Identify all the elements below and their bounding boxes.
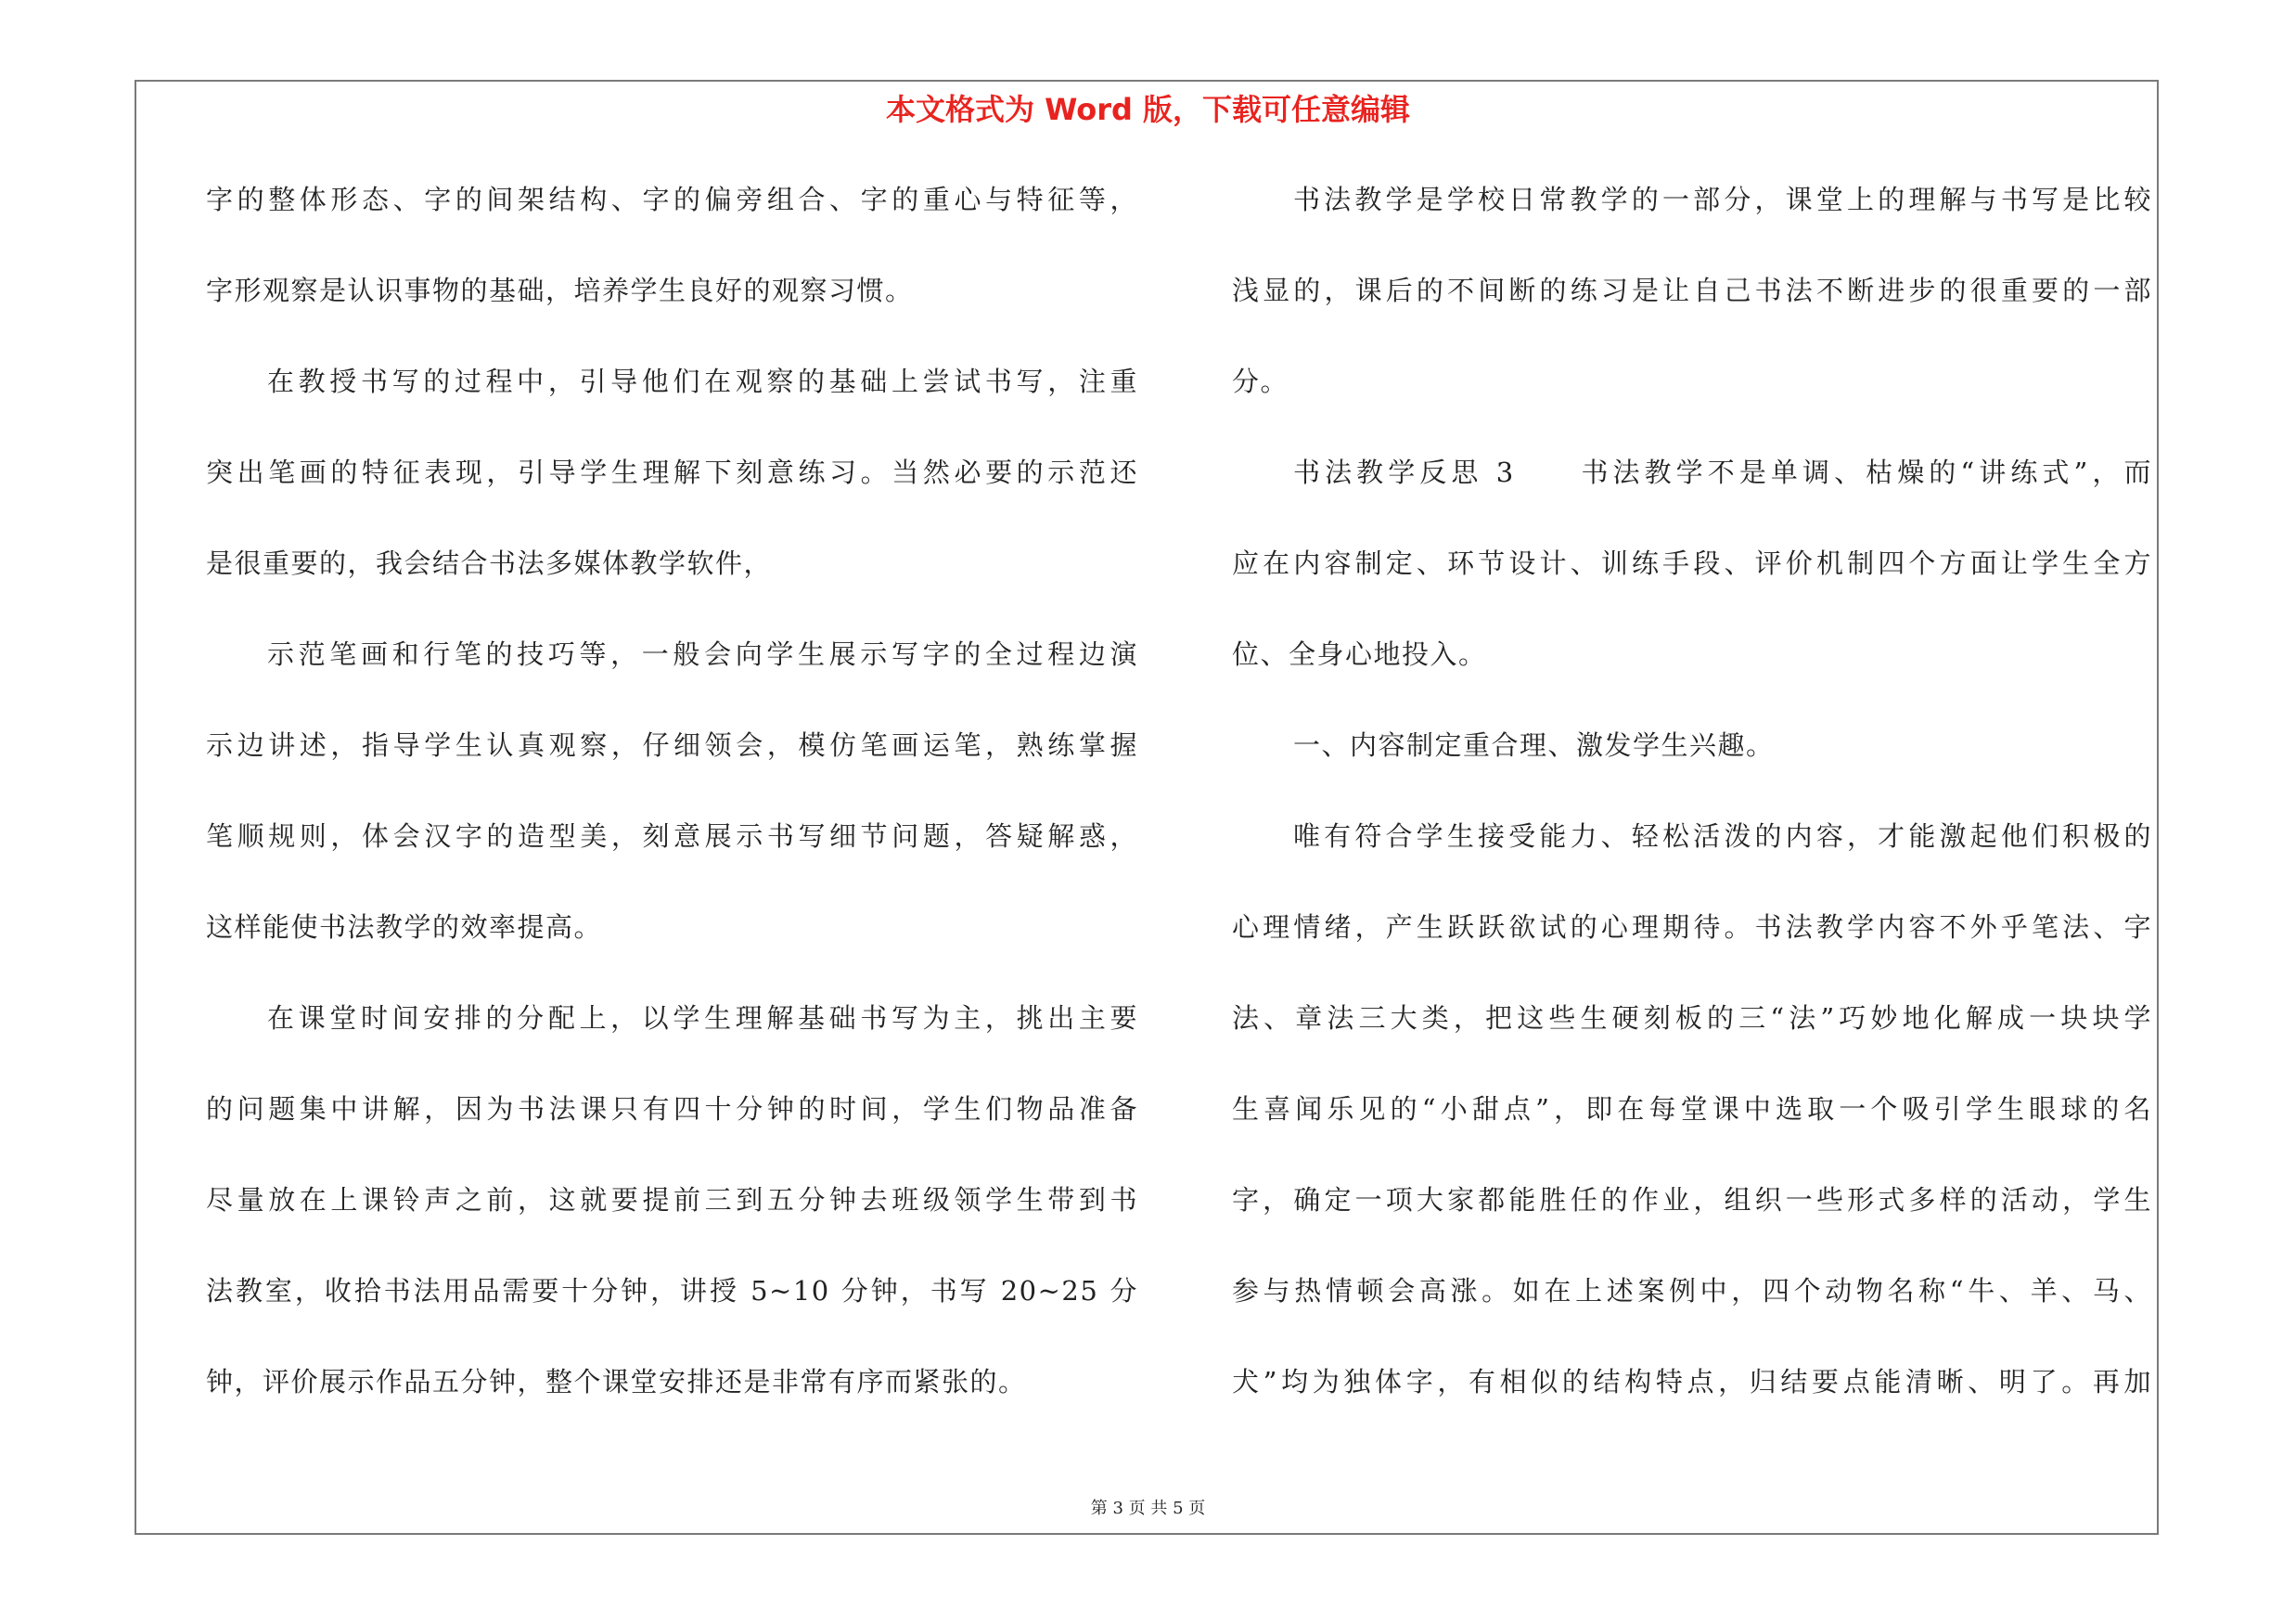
text-line: 尽量放在上课铃声之前，这就要提前三到五分钟去班级领学生带到书 bbox=[206, 1184, 1138, 1216]
text-line: 唯有符合学生接受能力、轻松活泼的内容，才能激起他们积极的 bbox=[1293, 820, 2152, 852]
text-line: 应在内容制定、环节设计、训练手段、评价机制四个方面让学生全方 bbox=[1232, 547, 2152, 579]
text-line: 是很重要的，我会结合书法多媒体教学软件， bbox=[206, 547, 773, 579]
text-line: 这样能使书法教学的效率提高。 bbox=[206, 911, 603, 943]
text-line: 的问题集中讲解，因为书法课只有四十分钟的时间，学生们物品准备 bbox=[206, 1093, 1138, 1125]
right-column bbox=[1232, 181, 2152, 1454]
text-line: 一、内容制定重合理、激发学生兴趣。 bbox=[1293, 729, 1775, 761]
text-line: 心理情绪，产生跃跃欲试的心理期待。书法教学内容不外乎笔法、字 bbox=[1232, 911, 2152, 943]
text-line: 书法教学是学校日常教学的一部分，课堂上的理解与书写是比较 bbox=[1293, 184, 2152, 215]
text-line: 在教授书写的过程中，引导他们在观察的基础上尝试书写，注重 bbox=[267, 366, 1138, 397]
text-line: 笔顺规则，体会汉字的造型美，刻意展示书写细节问题，答疑解惑， bbox=[206, 820, 1138, 852]
text-line: 浅显的，课后的不间断的练习是让自己书法不断进步的很重要的一部 bbox=[1232, 275, 2152, 306]
text-line: 示范笔画和行笔的技巧等，一般会向学生展示写字的全过程边演 bbox=[267, 638, 1138, 670]
text-line: 参与热情顿会高涨。如在上述案例中，四个动物名称“牛、羊、马、 bbox=[1232, 1275, 2152, 1307]
text-line: 字形观察是认识事物的基础，培养学生良好的观察习惯。 bbox=[206, 275, 914, 306]
text-line: 突出笔画的特征表现，引导学生理解下刻意练习。当然必要的示范还 bbox=[206, 457, 1138, 488]
text-line: 生喜闻乐见的“小甜点”，即在每堂课中选取一个吸引学生眼球的名 bbox=[1232, 1093, 2152, 1125]
text-line: 钟，评价展示作品五分钟，整个课堂安排还是非常有序而紧张的。 bbox=[206, 1366, 1027, 1398]
text-line: 字，确定一项大家都能胜任的作业，组织一些形式多样的活动，学生 bbox=[1232, 1184, 2152, 1216]
text-line: 书法教学反思 3 书法教学不是单调、枯燥的“讲练式”，而 bbox=[1293, 457, 2152, 488]
text-line: 字的整体形态、字的间架结构、字的偏旁组合、字的重心与特征等， bbox=[206, 184, 1138, 215]
text-line: 在课堂时间安排的分配上，以学生理解基础书写为主，挑出主要 bbox=[267, 1002, 1138, 1034]
page-number-footer: 第 3 页 共 5 页 bbox=[1090, 1499, 1206, 1518]
text-line: 位、全身心地投入。 bbox=[1232, 638, 1487, 670]
text-line: 示边讲述，指导学生认真观察，仔细领会，模仿笔画运笔，熟练掌握 bbox=[206, 729, 1138, 761]
format-banner: 本文格式为 Word 版，下载可任意编辑 bbox=[885, 92, 1411, 127]
text-line: 分。 bbox=[1232, 366, 1289, 397]
text-line: 法、章法三大类，把这些生硬刻板的三“法”巧妙地化解成一块块学 bbox=[1232, 1002, 2152, 1034]
left-column bbox=[206, 181, 1138, 1454]
text-line: 犬”均为独体字，有相似的结构特点，归结要点能清晰、明了。再加 bbox=[1232, 1366, 2152, 1398]
text-line: 法教室，收拾书法用品需要十分钟，讲授 5~10 分钟，书写 20~25 分 bbox=[206, 1275, 1138, 1307]
